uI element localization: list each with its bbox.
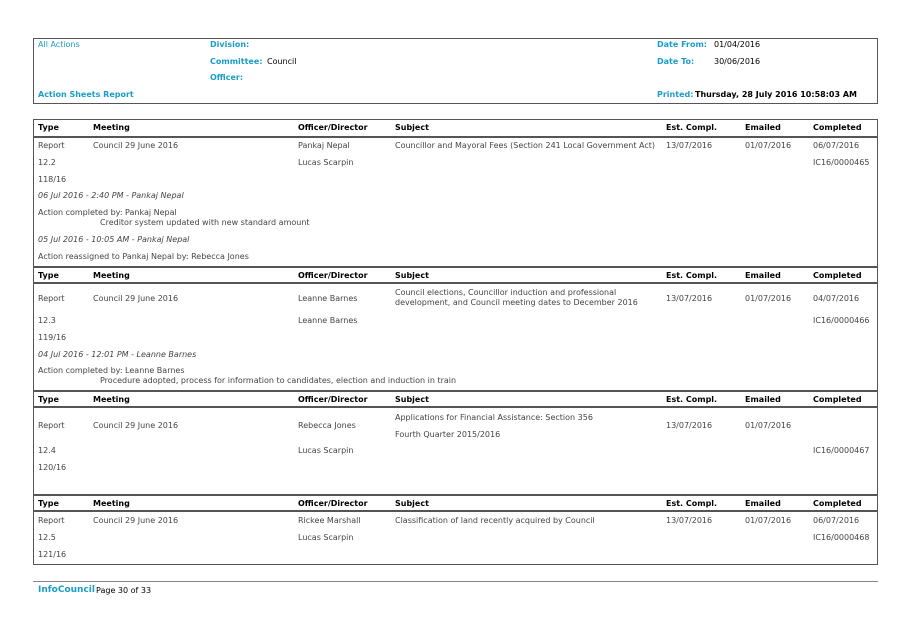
- col-completed: Completed: [813, 499, 862, 508]
- table-header-row: [34, 390, 877, 408]
- officer-label: Officer:: [210, 73, 244, 82]
- record-officer-2: Leanne Barnes: [298, 316, 358, 325]
- footer-divider: [33, 581, 878, 582]
- record-est-compl: 13/07/2016: [666, 141, 713, 150]
- table-header-row: [34, 266, 877, 284]
- date-to-label: Date To:: [657, 57, 695, 66]
- col-subject: Subject: [395, 271, 429, 280]
- record-completed: 04/07/2016: [813, 294, 860, 303]
- record-type: Report: [38, 516, 65, 525]
- record-emailed: 01/07/2016: [745, 141, 792, 150]
- record-subject: Council elections, Councillor induction and professional development, and Council meeting dates to December 2016: [395, 288, 638, 307]
- footer-page-number: Page 30 of 33: [96, 586, 152, 595]
- record-number: 118/16: [38, 175, 67, 184]
- record-officer-2: Lucas Scarpin: [298, 533, 354, 542]
- log-text: Action completed by: Pankaj Nepal: [38, 208, 177, 217]
- record-officer-2: Lucas Scarpin: [298, 446, 354, 455]
- record-officer: Pankaj Nepal: [298, 141, 350, 150]
- record-number: 119/16: [38, 333, 67, 342]
- date-from-label: Date From:: [657, 40, 708, 49]
- log-text: Action reassigned to Pankaj Nepal by: Rebecca Jones: [38, 252, 249, 261]
- record-meeting: Council 29 June 2016: [93, 294, 179, 303]
- col-subject: Subject: [395, 395, 429, 404]
- record-number: 121/16: [38, 550, 67, 559]
- col-officer: Officer/Director: [298, 499, 368, 508]
- log-stamp: 05 Jul 2016 - 10:05 AM - Pankaj Nepal: [38, 235, 190, 244]
- log-stamp: 04 Jul 2016 - 12:01 PM - Leanne Barnes: [38, 350, 197, 359]
- date-to-value: 30/06/2016: [714, 57, 761, 66]
- record-item: 12.2: [38, 158, 56, 167]
- table-header-row: [34, 494, 877, 512]
- record-subject: Councillor and Mayoral Fees (Section 241 Local Government Act): [395, 141, 656, 150]
- log-stamp: 06 Jul 2016 - 2:40 PM - Pankaj Nepal: [38, 191, 184, 200]
- printed-value: Thursday, 28 July 2016 10:58:03 AM: [695, 90, 857, 99]
- printed-label: Printed:: [657, 90, 694, 99]
- col-officer: Officer/Director: [298, 395, 368, 404]
- record-est-compl: 13/07/2016: [666, 294, 713, 303]
- log-text: Action completed by: Leanne Barnes: [38, 366, 185, 375]
- record-item: 12.4: [38, 446, 56, 455]
- col-meeting: Meeting: [93, 271, 130, 280]
- record-type: Report: [38, 294, 65, 303]
- log-detail: Creditor system updated with new standard amount: [100, 218, 310, 227]
- division-label: Division:: [210, 40, 250, 49]
- record-type: Report: [38, 141, 65, 150]
- report-title: Action Sheets Report: [38, 90, 134, 99]
- record-ref[interactable]: IC16/0000468: [813, 533, 870, 542]
- col-emailed: Emailed: [745, 123, 781, 132]
- col-officer: Officer/Director: [298, 271, 368, 280]
- record-officer: Rickee Marshall: [298, 516, 361, 525]
- col-emailed: Emailed: [745, 271, 781, 280]
- col-est-compl: Est. Compl.: [666, 499, 718, 508]
- col-completed: Completed: [813, 123, 862, 132]
- record-item: 12.3: [38, 316, 56, 325]
- col-completed: Completed: [813, 395, 862, 404]
- record-officer: Leanne Barnes: [298, 294, 358, 303]
- record-officer: Rebecca Jones: [298, 421, 356, 430]
- actions-table: [33, 119, 878, 565]
- col-est-compl: Est. Compl.: [666, 395, 718, 404]
- record-emailed: 01/07/2016: [745, 294, 792, 303]
- record-officer-2: Lucas Scarpin: [298, 158, 354, 167]
- col-officer: Officer/Director: [298, 123, 368, 132]
- col-meeting: Meeting: [93, 395, 130, 404]
- record-subject-2: Fourth Quarter 2015/2016: [395, 430, 501, 439]
- col-subject: Subject: [395, 123, 429, 132]
- table-header-row: [34, 120, 877, 138]
- col-subject: Subject: [395, 499, 429, 508]
- record-meeting: Council 29 June 2016: [93, 141, 179, 150]
- committee-label: Committee:: [210, 57, 263, 66]
- footer-brand: InfoCouncil: [38, 585, 95, 595]
- record-type: Report: [38, 421, 65, 430]
- record-emailed: 01/07/2016: [745, 421, 792, 430]
- record-ref[interactable]: IC16/0000465: [813, 158, 870, 167]
- col-type: Type: [38, 395, 59, 404]
- record-ref[interactable]: IC16/0000466: [813, 316, 870, 325]
- col-meeting: Meeting: [93, 123, 130, 132]
- record-item: 12.5: [38, 533, 56, 542]
- record-completed: 06/07/2016: [813, 141, 860, 150]
- record-meeting: Council 29 June 2016: [93, 421, 179, 430]
- col-est-compl: Est. Compl.: [666, 271, 718, 280]
- record-subject: Classification of land recently acquired by Council: [395, 516, 595, 525]
- record-emailed: 01/07/2016: [745, 516, 792, 525]
- col-emailed: Emailed: [745, 499, 781, 508]
- committee-value: Council: [267, 57, 297, 66]
- col-meeting: Meeting: [93, 499, 130, 508]
- col-type: Type: [38, 499, 59, 508]
- col-est-compl: Est. Compl.: [666, 123, 718, 132]
- record-subject: Applications for Financial Assistance: Section 356: [395, 413, 593, 422]
- col-emailed: Emailed: [745, 395, 781, 404]
- log-detail: Procedure adopted, process for information to candidates, election and induction in train: [100, 376, 457, 385]
- record-number: 120/16: [38, 463, 67, 472]
- record-completed: 06/07/2016: [813, 516, 860, 525]
- record-meeting: Council 29 June 2016: [93, 516, 179, 525]
- record-est-compl: 13/07/2016: [666, 516, 713, 525]
- col-type: Type: [38, 271, 59, 280]
- record-ref[interactable]: IC16/0000467: [813, 446, 870, 455]
- record-est-compl: 13/07/2016: [666, 421, 713, 430]
- col-completed: Completed: [813, 271, 862, 280]
- date-from-value: 01/04/2016: [714, 40, 761, 49]
- all-actions-link[interactable]: All Actions: [38, 40, 80, 49]
- col-type: Type: [38, 123, 59, 132]
